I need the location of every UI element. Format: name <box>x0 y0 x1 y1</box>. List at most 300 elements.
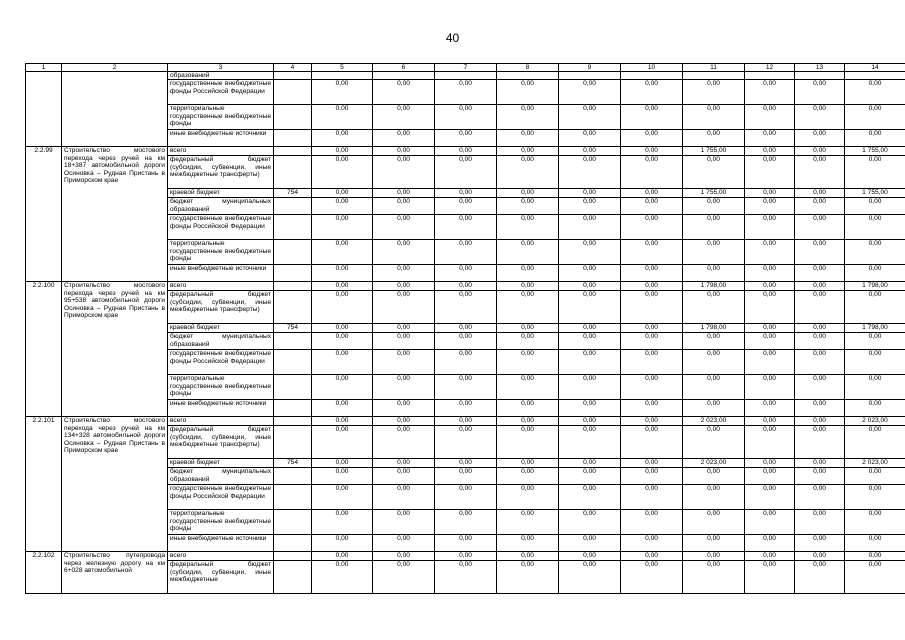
value-cell: 0,00 <box>435 561 497 594</box>
value-cell: 0,00 <box>373 417 435 426</box>
source-cell: образований <box>168 72 274 80</box>
value-cell: 0,00 <box>559 198 621 215</box>
value-cell: 0,00 <box>312 485 373 510</box>
value-cell: 0,00 <box>497 198 559 215</box>
value-cell: 0,00 <box>745 535 795 552</box>
value-cell: 0,00 <box>621 417 683 426</box>
value-cell: 0,00 <box>845 240 905 265</box>
value-cell: 0,00 <box>559 240 621 265</box>
value-cell: 0,00 <box>795 240 845 265</box>
value-cell: 0,00 <box>621 130 683 147</box>
value-cell: 0,00 <box>745 552 795 561</box>
col4-cell: 754 <box>274 459 312 468</box>
value-cell: 0,00 <box>683 400 745 417</box>
value-cell: 0,00 <box>373 198 435 215</box>
value-cell: 0,00 <box>559 105 621 130</box>
value-cell <box>435 72 497 80</box>
value-cell: 0,00 <box>683 80 745 105</box>
value-cell: 0,00 <box>559 215 621 240</box>
source-cell: иные внебюджетные источники <box>168 535 274 552</box>
value-cell: 0,00 <box>795 130 845 147</box>
value-cell: 0,00 <box>845 375 905 400</box>
value-cell: 0,00 <box>435 291 497 324</box>
value-cell: 0,00 <box>373 189 435 198</box>
value-cell: 0,00 <box>559 468 621 485</box>
value-cell: 0,00 <box>497 156 559 189</box>
value-cell: 0,00 <box>745 426 795 459</box>
column-header: 10 <box>621 64 683 72</box>
value-cell: 0,00 <box>795 198 845 215</box>
value-cell: 0,00 <box>559 552 621 561</box>
value-cell: 0,00 <box>795 265 845 282</box>
value-cell: 0,00 <box>795 324 845 333</box>
source-cell: краевой бюджет <box>168 189 274 198</box>
value-cell: 1 755,00 <box>683 147 745 156</box>
value-cell: 0,00 <box>621 147 683 156</box>
value-cell: 0,00 <box>559 561 621 594</box>
value-cell: 0,00 <box>745 468 795 485</box>
value-cell: 0,00 <box>559 375 621 400</box>
value-cell: 0,00 <box>373 535 435 552</box>
value-cell: 0,00 <box>845 215 905 240</box>
value-cell: 0,00 <box>683 552 745 561</box>
value-cell: 0,00 <box>795 333 845 350</box>
col4-cell <box>274 485 312 510</box>
value-cell: 0,00 <box>373 147 435 156</box>
value-cell: 0,00 <box>497 417 559 426</box>
column-header: 14 <box>845 64 905 72</box>
value-cell: 0,00 <box>683 333 745 350</box>
col4-cell <box>274 105 312 130</box>
source-cell: территориальные государственные внебюджетные фонды <box>168 240 274 265</box>
page-number: 40 <box>445 31 460 45</box>
value-cell: 0,00 <box>312 291 373 324</box>
value-cell: 0,00 <box>795 561 845 594</box>
value-cell: 0,00 <box>845 350 905 375</box>
value-cell: 0,00 <box>435 426 497 459</box>
value-cell: 0,00 <box>745 400 795 417</box>
value-cell: 0,00 <box>621 375 683 400</box>
value-cell: 0,00 <box>745 350 795 375</box>
value-cell: 0,00 <box>845 468 905 485</box>
value-cell: 0,00 <box>845 561 905 594</box>
name-cell: Строительство мостового перехода через ручей на км 18+387 автомобильной дороги Осиновка – Рудная Пристань в Приморском крае <box>62 147 168 282</box>
value-cell <box>621 72 683 80</box>
value-cell: 0,00 <box>559 400 621 417</box>
col4-cell <box>274 333 312 350</box>
value-cell: 0,00 <box>497 510 559 535</box>
value-cell: 0,00 <box>621 156 683 189</box>
col4-cell <box>274 291 312 324</box>
value-cell: 0,00 <box>745 130 795 147</box>
value-cell: 0,00 <box>312 80 373 105</box>
source-cell: государственные внебюджетные фонды Российской Федерации <box>168 485 274 510</box>
value-cell: 0,00 <box>497 324 559 333</box>
column-header: 7 <box>435 64 497 72</box>
value-cell: 0,00 <box>795 80 845 105</box>
col4-cell: 754 <box>274 189 312 198</box>
value-cell: 0,00 <box>795 535 845 552</box>
value-cell: 0,00 <box>497 80 559 105</box>
table-row <box>26 147 905 156</box>
value-cell: 0,00 <box>312 105 373 130</box>
value-cell: 0,00 <box>745 333 795 350</box>
value-cell: 0,00 <box>435 265 497 282</box>
code-cell: 2.2.100 <box>26 282 62 417</box>
column-header: 2 <box>62 64 168 72</box>
value-cell: 0,00 <box>373 265 435 282</box>
value-cell: 0,00 <box>621 535 683 552</box>
value-cell: 0,00 <box>373 291 435 324</box>
column-header: 4 <box>274 64 312 72</box>
value-cell: 0,00 <box>373 282 435 291</box>
value-cell: 0,00 <box>795 400 845 417</box>
value-cell: 0,00 <box>435 350 497 375</box>
value-cell: 0,00 <box>373 80 435 105</box>
value-cell: 0,00 <box>373 350 435 375</box>
value-cell: 0,00 <box>795 552 845 561</box>
value-cell <box>312 72 373 80</box>
value-cell: 0,00 <box>373 426 435 459</box>
value-cell: 0,00 <box>373 333 435 350</box>
value-cell: 0,00 <box>312 510 373 535</box>
value-cell: 0,00 <box>683 426 745 459</box>
col4-cell <box>274 147 312 156</box>
value-cell: 0,00 <box>621 426 683 459</box>
value-cell: 0,00 <box>435 535 497 552</box>
value-cell: 0,00 <box>312 198 373 215</box>
value-cell: 0,00 <box>312 189 373 198</box>
value-cell: 0,00 <box>621 215 683 240</box>
value-cell: 0,00 <box>683 350 745 375</box>
value-cell: 0,00 <box>435 485 497 510</box>
value-cell: 0,00 <box>795 291 845 324</box>
value-cell: 0,00 <box>795 282 845 291</box>
value-cell: 0,00 <box>497 485 559 510</box>
value-cell: 0,00 <box>559 426 621 459</box>
col4-cell <box>274 350 312 375</box>
value-cell: 0,00 <box>745 459 795 468</box>
column-header: 6 <box>373 64 435 72</box>
value-cell: 0,00 <box>435 80 497 105</box>
value-cell: 1 755,00 <box>845 189 905 198</box>
value-cell: 0,00 <box>745 198 795 215</box>
value-cell: 0,00 <box>373 130 435 147</box>
value-cell: 0,00 <box>745 240 795 265</box>
value-cell: 0,00 <box>621 198 683 215</box>
source-cell: территориальные государственные внебюджетные фонды <box>168 375 274 400</box>
value-cell: 0,00 <box>559 130 621 147</box>
value-cell: 0,00 <box>559 189 621 198</box>
source-cell: всего <box>168 552 274 561</box>
value-cell: 0,00 <box>745 324 795 333</box>
value-cell: 0,00 <box>683 291 745 324</box>
col4-cell <box>274 426 312 459</box>
col4-cell <box>274 198 312 215</box>
value-cell: 0,00 <box>559 265 621 282</box>
value-cell: 0,00 <box>621 459 683 468</box>
value-cell: 0,00 <box>845 400 905 417</box>
source-cell: иные внебюджетные источники <box>168 130 274 147</box>
source-cell: государственные внебюджетные фонды Российской Федерации <box>168 215 274 240</box>
value-cell: 0,00 <box>373 400 435 417</box>
source-cell: территориальные государственные внебюджетные фонды <box>168 510 274 535</box>
col4-cell <box>274 215 312 240</box>
value-cell: 0,00 <box>559 147 621 156</box>
value-cell: 0,00 <box>795 426 845 459</box>
value-cell <box>795 72 845 80</box>
value-cell: 0,00 <box>312 240 373 265</box>
col4-cell <box>274 375 312 400</box>
value-cell: 0,00 <box>559 80 621 105</box>
value-cell: 0,00 <box>373 215 435 240</box>
source-cell: иные внебюджетные источники <box>168 265 274 282</box>
value-cell: 0,00 <box>435 552 497 561</box>
value-cell: 0,00 <box>497 147 559 156</box>
source-cell: государственные внебюджетные фонды Российской Федерации <box>168 350 274 375</box>
value-cell: 1 798,00 <box>683 282 745 291</box>
source-cell: всего <box>168 282 274 291</box>
value-cell: 1 755,00 <box>683 189 745 198</box>
value-cell: 0,00 <box>435 375 497 400</box>
value-cell: 0,00 <box>621 561 683 594</box>
value-cell: 0,00 <box>745 291 795 324</box>
value-cell: 0,00 <box>497 189 559 198</box>
value-cell: 0,00 <box>559 333 621 350</box>
value-cell: 0,00 <box>435 324 497 333</box>
value-cell: 0,00 <box>435 240 497 265</box>
value-cell: 0,00 <box>621 80 683 105</box>
value-cell: 0,00 <box>795 468 845 485</box>
col4-cell <box>274 561 312 594</box>
col4-cell <box>274 72 312 80</box>
value-cell <box>683 72 745 80</box>
value-cell: 0,00 <box>497 265 559 282</box>
col4-cell <box>274 510 312 535</box>
value-cell: 0,00 <box>559 156 621 189</box>
value-cell: 0,00 <box>497 459 559 468</box>
value-cell: 0,00 <box>621 265 683 282</box>
value-cell: 0,00 <box>497 333 559 350</box>
value-cell: 0,00 <box>795 189 845 198</box>
value-cell: 0,00 <box>621 105 683 130</box>
value-cell: 0,00 <box>745 282 795 291</box>
value-cell: 0,00 <box>497 426 559 459</box>
value-cell: 0,00 <box>621 333 683 350</box>
value-cell: 0,00 <box>312 468 373 485</box>
value-cell: 0,00 <box>845 130 905 147</box>
value-cell: 0,00 <box>745 215 795 240</box>
value-cell: 0,00 <box>497 105 559 130</box>
value-cell: 0,00 <box>621 510 683 535</box>
value-cell: 0,00 <box>497 375 559 400</box>
value-cell: 0,00 <box>621 324 683 333</box>
value-cell: 0,00 <box>845 485 905 510</box>
col4-cell <box>274 80 312 105</box>
code-cell: 2.2.101 <box>26 417 62 552</box>
value-cell: 0,00 <box>497 468 559 485</box>
value-cell: 0,00 <box>745 265 795 282</box>
value-cell: 0,00 <box>373 552 435 561</box>
value-cell: 0,00 <box>312 156 373 189</box>
value-cell: 0,00 <box>312 552 373 561</box>
value-cell: 0,00 <box>795 105 845 130</box>
value-cell: 0,00 <box>435 333 497 350</box>
value-cell: 0,00 <box>497 215 559 240</box>
value-cell: 0,00 <box>683 485 745 510</box>
value-cell: 0,00 <box>312 130 373 147</box>
value-cell: 0,00 <box>845 535 905 552</box>
value-cell: 0,00 <box>845 291 905 324</box>
value-cell: 2 023,00 <box>683 459 745 468</box>
value-cell: 0,00 <box>559 350 621 375</box>
value-cell: 0,00 <box>435 130 497 147</box>
value-cell: 0,00 <box>845 265 905 282</box>
value-cell: 0,00 <box>683 130 745 147</box>
value-cell: 0,00 <box>497 350 559 375</box>
value-cell: 0,00 <box>683 561 745 594</box>
value-cell: 0,00 <box>435 105 497 130</box>
value-cell: 0,00 <box>621 350 683 375</box>
value-cell: 0,00 <box>683 535 745 552</box>
value-cell: 0,00 <box>497 240 559 265</box>
source-cell: федеральный бюджет (субсидии, субвенции, иные межбюджетные трансферты) <box>168 291 274 324</box>
source-cell: бюджет муниципальных образований <box>168 333 274 350</box>
value-cell: 0,00 <box>373 485 435 510</box>
column-header: 5 <box>312 64 373 72</box>
value-cell: 0,00 <box>373 459 435 468</box>
source-cell: территориальные государственные внебюджетные фонды <box>168 105 274 130</box>
value-cell: 0,00 <box>435 215 497 240</box>
value-cell: 0,00 <box>745 561 795 594</box>
value-cell: 0,00 <box>559 459 621 468</box>
value-cell: 0,00 <box>312 417 373 426</box>
value-cell: 0,00 <box>683 510 745 535</box>
column-header: 8 <box>497 64 559 72</box>
value-cell: 0,00 <box>312 426 373 459</box>
code-cell: 2.2.102 <box>26 552 62 594</box>
value-cell: 0,00 <box>497 291 559 324</box>
value-cell: 0,00 <box>435 189 497 198</box>
value-cell: 0,00 <box>683 198 745 215</box>
source-cell: краевой бюджет <box>168 324 274 333</box>
value-cell: 0,00 <box>435 198 497 215</box>
value-cell: 0,00 <box>559 485 621 510</box>
value-cell: 0,00 <box>621 240 683 265</box>
column-header: 11 <box>683 64 745 72</box>
value-cell: 0,00 <box>683 265 745 282</box>
value-cell: 0,00 <box>621 552 683 561</box>
col4-cell <box>274 535 312 552</box>
value-cell: 0,00 <box>497 130 559 147</box>
column-header: 9 <box>559 64 621 72</box>
source-cell: иные внебюджетные источники <box>168 400 274 417</box>
value-cell: 0,00 <box>373 240 435 265</box>
value-cell: 1 798,00 <box>845 282 905 291</box>
value-cell: 0,00 <box>621 291 683 324</box>
value-cell: 0,00 <box>683 240 745 265</box>
value-cell: 0,00 <box>683 215 745 240</box>
value-cell: 0,00 <box>435 147 497 156</box>
value-cell: 0,00 <box>683 105 745 130</box>
source-cell: всего <box>168 147 274 156</box>
value-cell: 0,00 <box>373 468 435 485</box>
value-cell: 0,00 <box>845 333 905 350</box>
table-row <box>26 552 905 561</box>
col4-cell <box>274 282 312 291</box>
value-cell: 0,00 <box>373 510 435 535</box>
value-cell: 2 023,00 <box>683 417 745 426</box>
column-header: 12 <box>745 64 795 72</box>
value-cell: 0,00 <box>683 156 745 189</box>
value-cell <box>373 72 435 80</box>
value-cell: 0,00 <box>373 375 435 400</box>
value-cell: 0,00 <box>745 147 795 156</box>
source-cell: федеральный бюджет (субсидии, субвенции, иные межбюджетные <box>168 561 274 594</box>
value-cell <box>497 72 559 80</box>
value-cell: 1 798,00 <box>845 324 905 333</box>
value-cell <box>745 72 795 80</box>
value-cell: 0,00 <box>435 468 497 485</box>
value-cell: 0,00 <box>312 324 373 333</box>
value-cell: 0,00 <box>435 282 497 291</box>
col4-cell <box>274 240 312 265</box>
value-cell: 0,00 <box>312 282 373 291</box>
value-cell: 0,00 <box>621 485 683 510</box>
value-cell: 0,00 <box>745 375 795 400</box>
value-cell: 0,00 <box>559 324 621 333</box>
source-cell: государственные внебюджетные фонды Российской Федерации <box>168 80 274 105</box>
value-cell: 0,00 <box>745 189 795 198</box>
value-cell: 0,00 <box>373 156 435 189</box>
value-cell: 0,00 <box>795 215 845 240</box>
value-cell: 0,00 <box>795 350 845 375</box>
value-cell: 0,00 <box>373 105 435 130</box>
value-cell: 0,00 <box>845 198 905 215</box>
value-cell: 0,00 <box>621 400 683 417</box>
value-cell: 0,00 <box>559 510 621 535</box>
value-cell: 0,00 <box>373 561 435 594</box>
value-cell: 0,00 <box>312 400 373 417</box>
col4-cell <box>274 417 312 426</box>
value-cell: 0,00 <box>312 535 373 552</box>
value-cell: 0,00 <box>312 215 373 240</box>
value-cell: 1 798,00 <box>683 324 745 333</box>
value-cell: 0,00 <box>312 459 373 468</box>
table-row <box>26 72 905 80</box>
value-cell: 0,00 <box>497 400 559 417</box>
value-cell: 0,00 <box>312 375 373 400</box>
value-cell: 1 755,00 <box>845 147 905 156</box>
budget-table <box>25 63 905 594</box>
value-cell: 0,00 <box>559 417 621 426</box>
col4-cell <box>274 265 312 282</box>
value-cell: 0,00 <box>621 468 683 485</box>
value-cell: 0,00 <box>559 282 621 291</box>
value-cell: 2 023,00 <box>845 459 905 468</box>
value-cell: 0,00 <box>845 552 905 561</box>
value-cell: 0,00 <box>795 510 845 535</box>
value-cell: 0,00 <box>795 485 845 510</box>
value-cell: 0,00 <box>683 375 745 400</box>
value-cell: 0,00 <box>683 468 745 485</box>
value-cell: 0,00 <box>559 291 621 324</box>
value-cell: 0,00 <box>795 459 845 468</box>
column-header: 1 <box>26 64 62 72</box>
value-cell: 0,00 <box>745 485 795 510</box>
value-cell: 0,00 <box>845 156 905 189</box>
value-cell <box>845 72 905 80</box>
